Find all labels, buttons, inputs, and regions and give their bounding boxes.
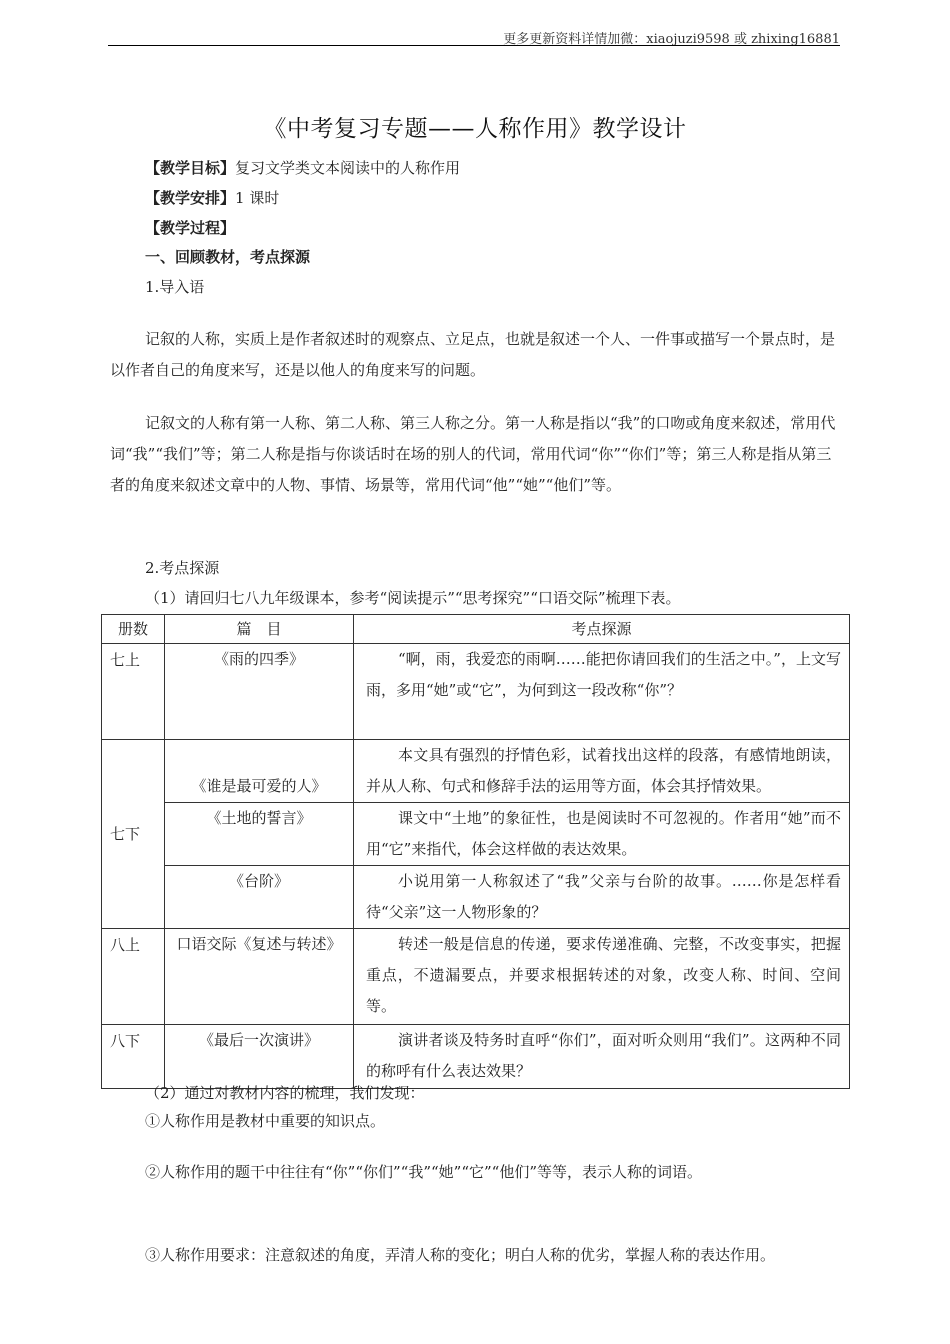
title-cell: 《最后一次演讲》 [165, 1025, 354, 1089]
title-cell: 《谁是最可爱的人》 [165, 740, 354, 803]
process-label: 【教学过程】 [145, 219, 236, 237]
finding-item-1: ①人称作用是教材中重要的知识点。 [145, 1112, 386, 1130]
table-row [102, 740, 850, 803]
finding-item-3: ③人称作用要求：注意叙述的角度，弄清人称的变化；明白人称的优劣，掌握人称的表达作用。 [145, 1246, 776, 1264]
page-title: 《中考复习专题——人称作用》教学设计 [263, 116, 687, 142]
note-text: 课文中“土地”的象征性，也是阅读时不可忽视的。作者用“她”而不用“它”来指代，体会这样做的表达效果。 [366, 809, 841, 858]
grade-cell: 七上 [102, 644, 165, 740]
note-text: 演讲者谈及特务时直呼“你们”，面对听众则用“我们”。这两种不同的称呼有什么表达效果？ [366, 1031, 841, 1080]
header-grade: 册数 [102, 615, 165, 644]
note-text: 本文具有强烈的抒情色彩，试着找出这样的段落，有感情地朗读，并从人称、句式和修辞手法的运用等方面，体会其抒情效果。 [366, 746, 841, 795]
kaodian-heading: 2.考点探源 [145, 559, 220, 577]
note-cell [354, 803, 850, 866]
note-text: 小说用第一人称叙述了“我”父亲与台阶的故事。……你是怎样看待“父亲”这一人物形象的？ [366, 872, 841, 921]
intro-paragraph-2: 记叙文的人称有第一人称、第二人称、第三人称之分。第一人称是指以“我”的口吻或角度来叙述，常用代词“我”“我们”等；第二人称是指与你谈话时在场的别人的代词，常用代词“你”“你们”等；第三人称是指从第三者的角度来叙述文章中的人物、事情、场景等，常用代词“他”“她”“他们”等。 [110, 414, 836, 494]
header-contact-text: 更多更新资料详情加微：xiaojuzi9598 或 zhixing16881 [503, 32, 840, 47]
table-row [102, 644, 850, 740]
arrange-label: 【教学安排】 [145, 189, 236, 207]
finding-item-2: ②人称作用的题干中往往有“你”“你们”“我”“她”“它”“他们”等等，表示人称的词语。 [145, 1163, 703, 1181]
note-cell [354, 866, 850, 929]
arrange-text: 1 课时 [235, 189, 280, 207]
table-row [102, 866, 850, 929]
grade-cell: 八下 [102, 1025, 165, 1089]
grade-cell: 八上 [102, 929, 165, 1025]
goal-line [110, 153, 842, 184]
title-cell: 《雨的四季》 [165, 644, 354, 740]
findings-intro: （2）通过对教材内容的梳理，我们发现： [145, 1084, 425, 1102]
goal-text: 复习文学类文本阅读中的人称作用 [235, 159, 461, 177]
goal-label: 【教学目标】 [145, 159, 236, 177]
note-text: “啊，雨，我爱恋的雨啊……能把你请回我们的生活之中。”，上文写雨，多用“她”或“它”，为何到这一段改称“你”？ [366, 650, 841, 699]
table-row [102, 929, 850, 1025]
header-title: 篇 目 [165, 615, 354, 644]
header-note: 考点探源 [354, 615, 850, 644]
section1-line [110, 242, 842, 273]
table-row [102, 803, 850, 866]
title-cell: 《台阶》 [165, 866, 354, 929]
title-cell: 《土地的誓言》 [165, 803, 354, 866]
grade-cell: 七下 [102, 740, 165, 929]
note-cell [354, 644, 850, 740]
title-cell: 口语交际《复述与转述》 [165, 929, 354, 1025]
note-cell [354, 740, 850, 803]
intro-paragraph-1: 记叙的人称，实质上是作者叙述时的观察点、立足点，也就是叙述一个人、一件事或描写一个景点时，是以作者自己的角度来写，还是以他人的角度来写的问题。 [110, 330, 836, 379]
kaodian-instruction: （1）请回归七八九年级课本，参考“阅读提示”“思考探究”“口语交际”梳理下表。 [145, 589, 681, 607]
note-text: 转述一般是信息的传递，要求传递准确、完整，不改变事实，把握重点，不遗漏要点，并要求根据转述的对象，改变人称、时间、空间等。 [366, 935, 841, 1015]
kaodian-table [101, 614, 850, 1089]
note-cell [354, 929, 850, 1025]
section1-heading: 一、回顾教材，考点探源 [145, 248, 311, 266]
arrange-line [110, 183, 842, 214]
table-header-row [102, 615, 850, 644]
process-line [110, 213, 842, 244]
intro-heading: 1.导入语 [145, 278, 205, 296]
header-divider [108, 45, 840, 46]
